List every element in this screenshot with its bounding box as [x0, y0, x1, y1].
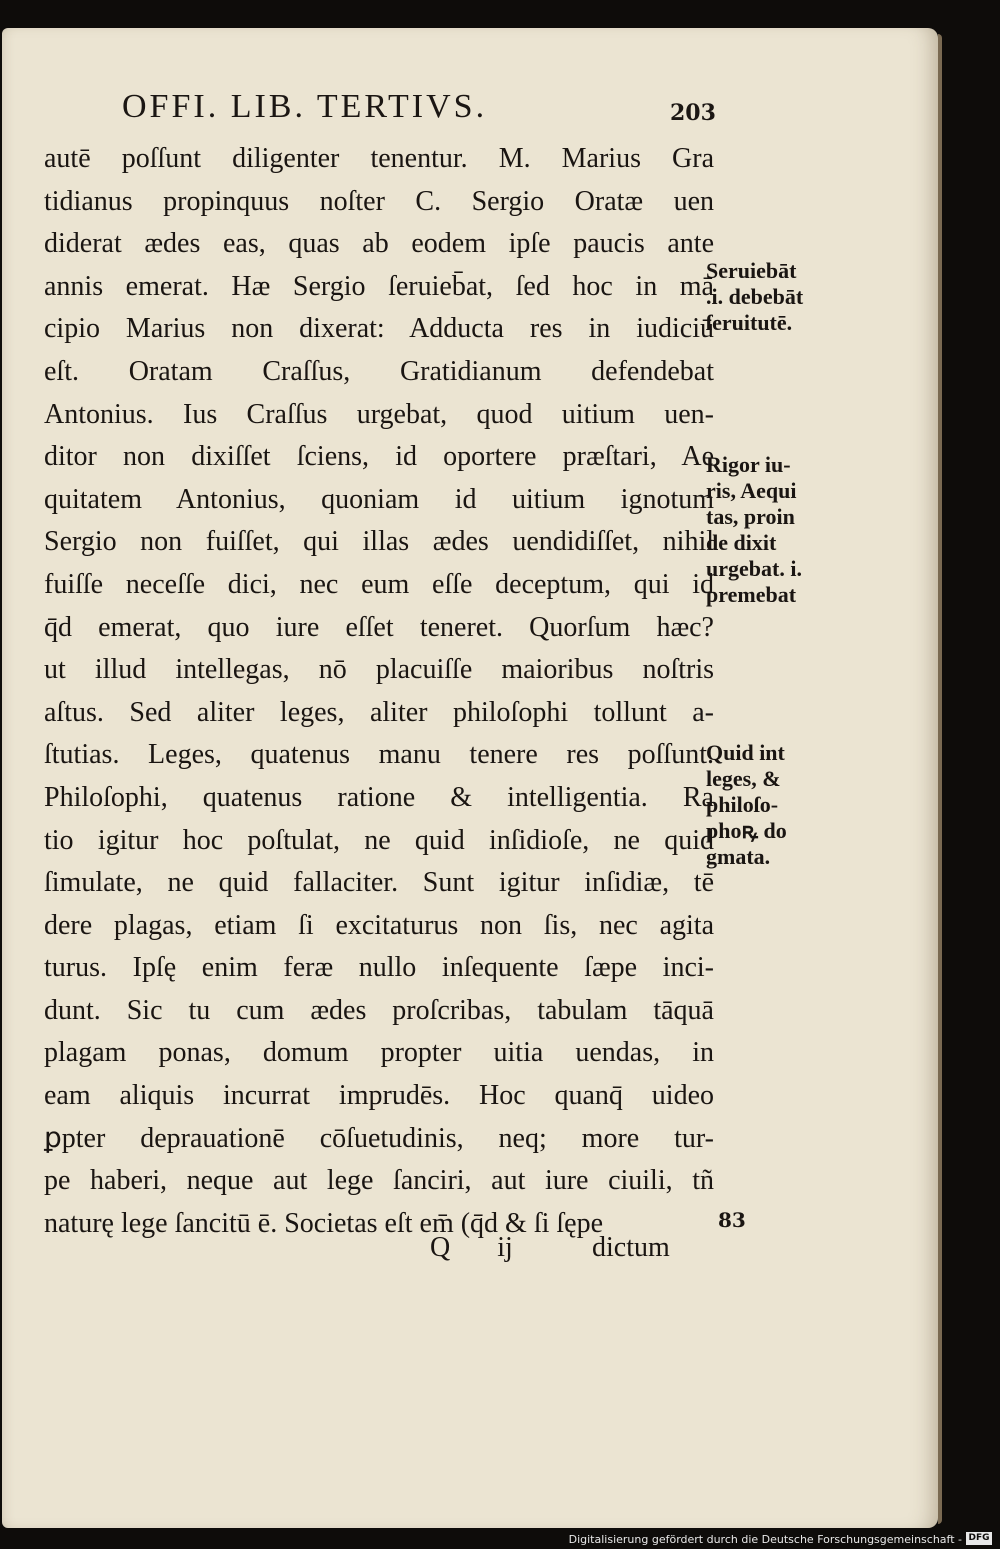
note-line: Rigor iu- [706, 452, 791, 477]
marginal-note-seruiebat [706, 258, 846, 336]
digitization-credit: Digitalisierung gefördert durch die Deutsche Forschungsgemeinschaft - [568, 1533, 962, 1546]
catchword: dictum [592, 1232, 670, 1263]
text-line: ſtutias. Leges, quatenus manu tenere res poſſunt. [44, 739, 714, 771]
signature-mark: Q ij [430, 1232, 513, 1263]
text-line: Philoſophi, quatenus ratione & intelligentia. Ra [44, 781, 714, 813]
text-line: aſtus. Sed aliter leges, aliter philoſophi tollunt a- [44, 696, 714, 728]
text-line: dere plagas, etiam ſi excitaturus non ſis, nec agita [44, 909, 714, 941]
dfg-logo: DFG [966, 1532, 992, 1545]
body-text [44, 138, 714, 1245]
note-line: Seruiebāt [706, 258, 797, 283]
marginal-note-rigor-iuris [706, 452, 846, 608]
text-line: naturę lege ſancitū ē. Societas eſt em̄ (q̄d & ſi ſępe [44, 1207, 604, 1239]
text-line: tio igitur hoc poſtulat, ne quid inſidioſe, ne quid [44, 824, 714, 856]
marginal-note-quid-inter [706, 740, 846, 870]
text-line: ſimulate, ne quid fallaciter. Sunt igitur inſidiæ, tē [44, 867, 714, 899]
text-line: Antonius. Ius Craſſus urgebat, quod uitium uen- [44, 398, 714, 430]
text-line: cipio Marius non dixerat: Adducta res in iudiciū [44, 313, 714, 345]
page-edge [938, 34, 942, 1524]
text-line: quitatem Antonius, quoniam id uitium ignotum [44, 483, 714, 515]
text-line: ditor non dixiſſet ſciens, id oportere præſtari, Ae [44, 441, 714, 473]
note-line: urgebat. i. [706, 556, 802, 581]
text-line: ꝑpter deprauationē cōſuetudinis, neq; more tur- [44, 1122, 714, 1154]
note-line: gmata. [706, 844, 771, 869]
text-line: fuiſſe neceſſe dici, nec eum eſſe deceptum, qui id [44, 568, 714, 600]
text-line: eam aliquis incurrat imprudēs. Hoc quanq̄ uideo [44, 1080, 714, 1112]
note-line: philoſo- [706, 792, 779, 817]
folio-number: 203 [670, 100, 716, 126]
text-line: tidianus propinquus noſter C. Sergio Oratæ uen [44, 185, 714, 217]
text-line: plagam ponas, domum propter uitia uendas, in [44, 1037, 714, 1069]
text-line: diderat ædes eas, quas ab eodem ipſe paucis ante [44, 228, 714, 260]
text-line: q̄d emerat, quo iure eſſet teneret. Quorſum hæc? [44, 611, 714, 643]
text-line: pe haberi, neque aut lege ſanciri, aut iure ciuili, tñ [44, 1165, 714, 1197]
note-line: leges, & [706, 766, 781, 791]
text-line: autē poſſunt diligenter tenentur. M. Marius Gra [44, 143, 714, 174]
note-line: tas, proin [706, 504, 795, 529]
running-title: OFFI. LIB. TERTIVS. [122, 88, 488, 125]
note-line: .i. debebāt [706, 284, 804, 309]
text-line: dunt. Sic tu cum ædes proſcribas, tabulam tāquā [44, 994, 714, 1026]
text-line: ut illud intellegas, nō placuiſſe maioribus noſtris [44, 654, 714, 686]
text-line: eſt. Oratam Craſſus, Gratidianum defendebat [44, 355, 714, 387]
text-line: annis emerat. Hæ Sergio ſeruieb̄at, ſed hoc in mā [44, 270, 714, 302]
note-line: ſeruitutē. [706, 310, 793, 335]
note-line: premebat [706, 582, 797, 607]
note-line: phoꝶ do [706, 818, 787, 843]
text-line: Sergio non fuiſſet, qui illas ædes uendidiſſet, nihil [44, 526, 714, 558]
margin-mark: 83 [718, 1208, 746, 1232]
note-line: Quid int [706, 740, 785, 765]
note-line: ris, Aequi [706, 478, 797, 503]
note-line: de dixit [706, 530, 777, 555]
text-line: turus. Ipſę enim feræ nullo inſequente ſæpe inci- [44, 952, 714, 984]
